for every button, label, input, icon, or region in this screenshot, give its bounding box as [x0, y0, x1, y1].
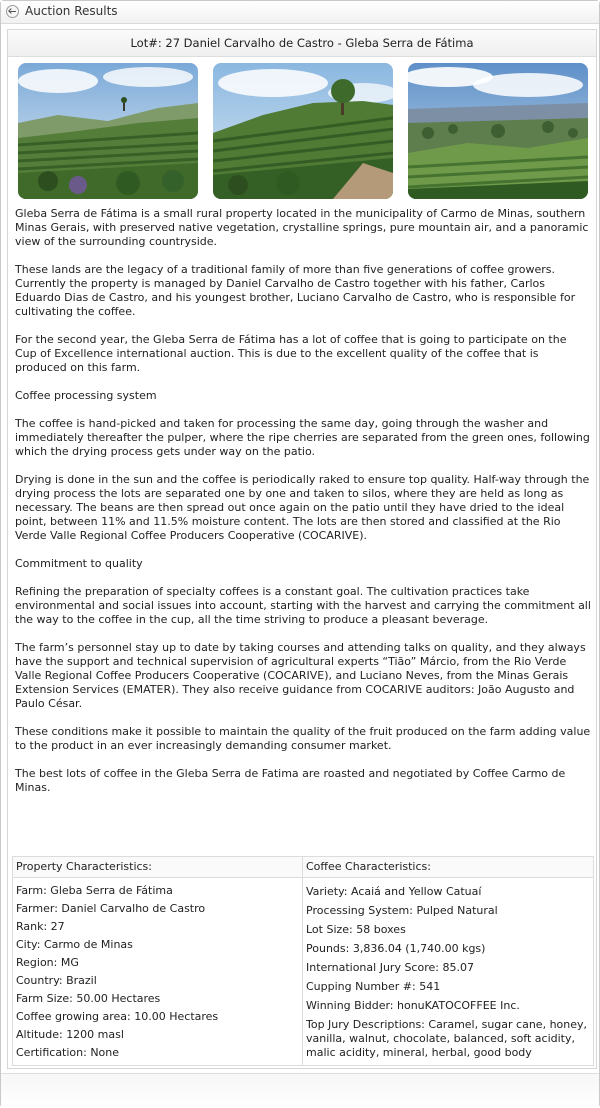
property-item: Region: MG: [16, 956, 79, 969]
coffee-item: Variety: Acaiá and Yellow Catuaí: [306, 885, 482, 898]
coffee-item: International Jury Score: 85.07: [306, 961, 474, 974]
description-paragraph: For the second year, the Gleba Serra de Fátima has a lot of coffee that is going to participate on the Cup of Excellence international auction. This is due to the excellent quality of the coffee that is produced on this farm.: [15, 333, 567, 374]
coffee-item: Winning Bidder: honuKATOCOFFEE Inc.: [306, 999, 520, 1012]
title-bar: [1, 1, 599, 24]
window-title: Auction Results: [25, 4, 118, 18]
lot-detail-panel: [7, 29, 597, 1069]
property-item: Coffee growing area: 10.00 Hectares: [16, 1010, 219, 1023]
property-characteristics: [13, 857, 303, 1065]
coffee-item: Pounds: 3,836.04 (1,740.00 kgs): [306, 942, 486, 955]
section-heading: Commitment to quality: [15, 557, 143, 570]
description-paragraph: Drying is done in the sun and the coffee is periodically raked to ensure top quality. Half-way through the drying process the lots are separated one by one and taken to silos, where they are held as long as necessary. The beans are then spread out once again on the patio until they have dried to the ideal point, between 11% and 11.5% moisture content. The lots are then stored and classified at the Rio Verde Valle Regional Coffee Producers Cooperative (COCARIVE).: [15, 473, 590, 542]
coffee-item: Lot Size: 58 boxes: [306, 923, 406, 936]
back-arrow-icon[interactable]: [6, 5, 19, 18]
lot-header: Lot#: 27 Daniel Carvalho de Castro - Gleba Serra de Fátima: [8, 30, 596, 57]
description-paragraph: The farm’s personnel stay up to date by taking courses and attending talks on quality, and they always have the support and technical supervision of agricultural experts “Tião” Márcio, from the Rio Verde Valle Regional Coffee Producers Cooperative (COCARIVE), and Luciano Neves, from the Minas Gerais Extension Services (EMATER). They also receive guidance from COCARIVE auditors: João Augusto and Paulo César.: [15, 641, 586, 710]
property-item: Farmer: Daniel Carvalho de Castro: [16, 902, 206, 915]
characteristics-table: [12, 856, 594, 1066]
coffee-characteristics: [303, 857, 593, 1065]
description-paragraph: These conditions make it possible to maintain the quality of the fruit produced on the farm adding value to the product in an ever increasingly demanding consumer market.: [15, 725, 591, 752]
property-item: Country: Brazil: [16, 974, 97, 987]
description-paragraph: Refining the preparation of specialty coffees is a constant goal. The cultivation practices take environmental and social issues into account, starting with the harvest and carrying the commitment all the way to the coffee in the cup, all the time striving to produce a pleasant beverage.: [15, 585, 591, 626]
farm-photo-3: [408, 63, 588, 199]
coffee-item: Top Jury Descriptions: Caramel, sugar cane, honey, vanilla, walnut, chocolate, balanced, soft acidity, malic acidity, mineral, herbal, good body: [306, 1018, 588, 1059]
coffee-item: Processing System: Pulped Natural: [306, 904, 498, 917]
description-paragraph: The best lots of coffee in the Gleba Serra de Fatima are roasted and negotiated by Coffee Carmo de Minas.: [15, 767, 566, 794]
property-item: Altitude: 1200 masl: [16, 1028, 124, 1041]
description-paragraph: Gleba Serra de Fátima is a small rural property located in the municipality of Carmo de Minas, southern Minas Gerais, with preserved native vegetation, crystalline springs, pure mountain air, and a panoramic view of the surrounding countryside.: [15, 207, 589, 248]
property-item: City: Carmo de Minas: [16, 938, 133, 951]
property-item: Rank: 27: [16, 920, 65, 933]
farm-photos: [18, 63, 588, 199]
property-item: Farm Size: 50.00 Hectares: [16, 992, 161, 1005]
coffee-heading: Coffee Characteristics:: [303, 857, 593, 878]
coffee-item: Cupping Number #: 541: [306, 980, 441, 993]
description-paragraph: These lands are the legacy of a traditional family of more than five generations of coffee growers. Currently the property is managed by Daniel Carvalho de Castro together with his father, Carlos Eduardo Dias de Castro, and his youngest brother, Luciano Carvalho de Castro, who is responsible for cultivating the coffee.: [15, 263, 576, 318]
farm-description: [15, 207, 591, 809]
footer-bar: [1, 1073, 599, 1108]
section-heading: Coffee processing system: [15, 389, 157, 402]
property-heading: Property Characteristics:: [13, 857, 302, 878]
description-paragraph: The coffee is hand-picked and taken for processing the same day, going through the washer and immediately thereafter the pulper, where the ripe cherries are separated from the green ones, following which the drying process gets under way on the patio.: [15, 417, 590, 458]
property-item: Certification: None: [16, 1046, 120, 1059]
property-item: Farm: Gleba Serra de Fátima: [16, 884, 173, 897]
farm-photo-2: [213, 63, 393, 199]
farm-photo-1: [18, 63, 198, 199]
